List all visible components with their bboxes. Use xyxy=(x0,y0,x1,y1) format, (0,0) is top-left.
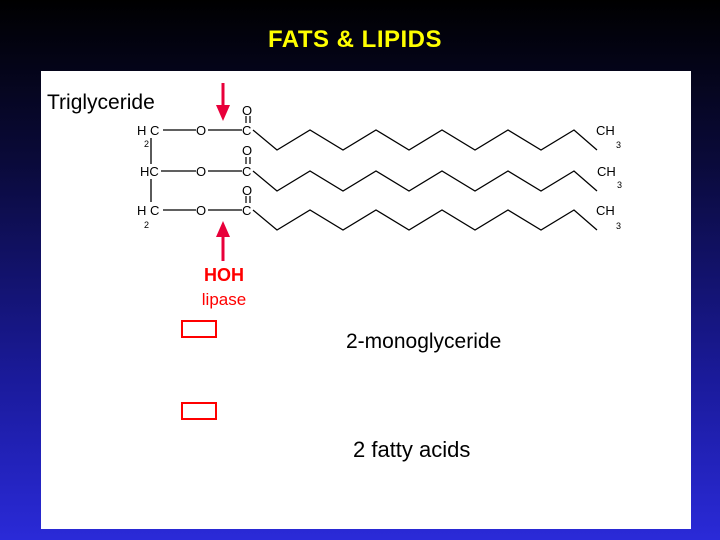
carbonyl-oxygen: O xyxy=(242,143,253,158)
ester-oxygen: O xyxy=(196,123,207,138)
fatty-acids-label: 2 fatty acids xyxy=(353,437,471,462)
cleavage-arrow-bottom xyxy=(216,221,230,261)
carbonyl-carbon: C xyxy=(242,164,252,179)
lipase-label: lipase xyxy=(201,290,247,309)
glycerol-carbon-1: H C xyxy=(137,123,160,138)
answer-box-2 xyxy=(181,402,217,420)
monoglyceride-label: 2-monoglyceride xyxy=(346,330,502,353)
glycerol-carbon-3: H C xyxy=(137,203,160,218)
ester-row-1 xyxy=(137,103,621,150)
cleavage-arrow-top xyxy=(216,83,230,121)
carbonyl-carbon: C xyxy=(242,203,252,218)
ester-row-2 xyxy=(140,143,622,191)
slide-title: FATS & LIPIDS xyxy=(267,26,443,53)
subscript: 3 xyxy=(616,140,622,150)
ester-oxygen: O xyxy=(196,164,207,179)
methyl-group: CH xyxy=(596,203,615,218)
subscript: 2 xyxy=(144,220,150,230)
methyl-group: CH xyxy=(596,123,615,138)
answer-box-1 xyxy=(181,320,217,338)
subscript: 3 xyxy=(617,180,623,190)
subscript: 3 xyxy=(616,221,622,231)
content-panel xyxy=(41,71,691,529)
ester-row-3 xyxy=(137,183,621,231)
carbonyl-oxygen: O xyxy=(242,183,253,198)
ester-oxygen: O xyxy=(196,203,207,218)
carbonyl-oxygen: O xyxy=(242,103,253,118)
glycerol-carbon-2: HC xyxy=(140,164,159,179)
triglyceride-label: Triglyceride xyxy=(47,91,155,114)
methyl-group: CH xyxy=(597,164,616,179)
water-label: HOH xyxy=(204,265,244,285)
subscript: 2 xyxy=(144,139,150,149)
carbonyl-carbon: C xyxy=(242,123,252,138)
